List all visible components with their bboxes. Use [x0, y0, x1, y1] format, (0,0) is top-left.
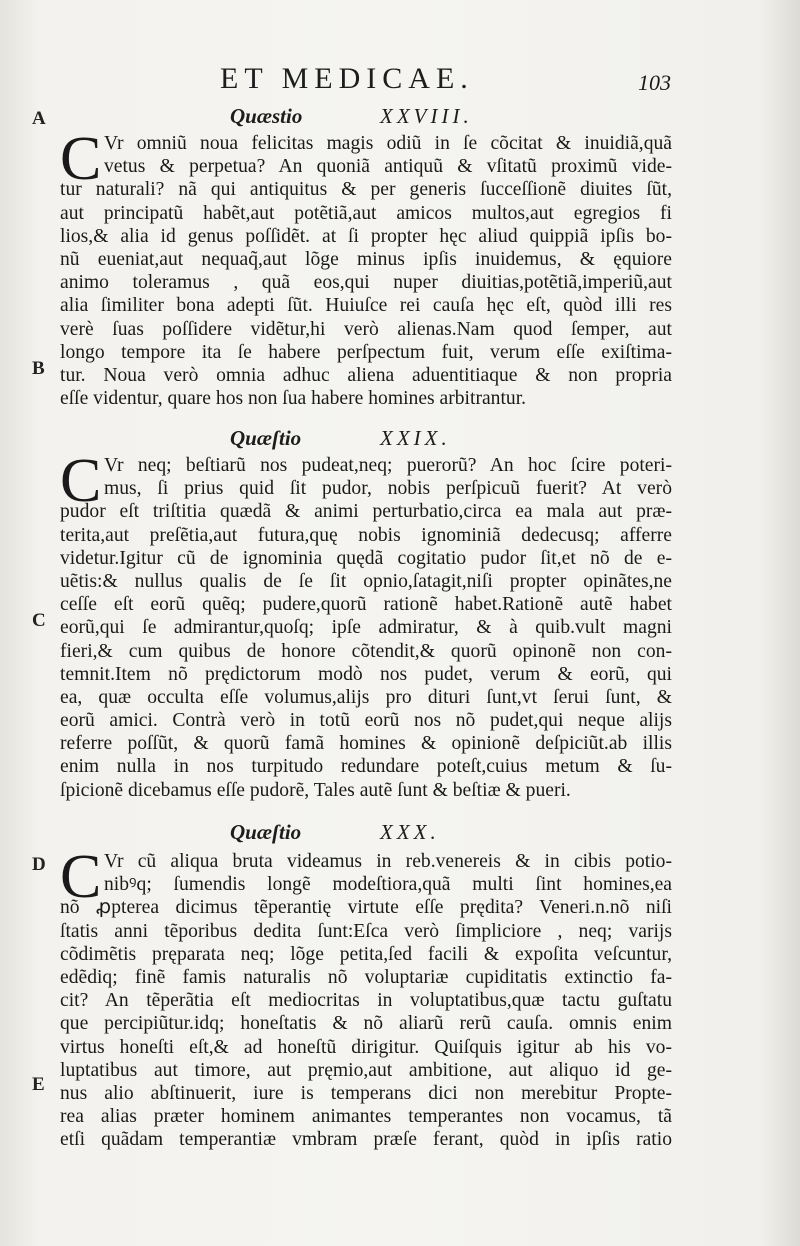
- text-line: longo tempore ita ſe habere perſpectum fuit, verum eſſe exiſtima-: [60, 341, 672, 363]
- running-title: ET MEDICAE.: [220, 62, 474, 95]
- section-heading-29: [60, 426, 760, 454]
- text-line: virtus honeſti eſt,& ad honeſtũ dirigitur. Quiſquis igitur ab his vo-: [60, 1036, 672, 1058]
- section-body-30: [60, 843, 672, 1151]
- heading-number: XXVIII.: [380, 104, 473, 128]
- text-line: Vr omniũ noua felicitas magis odiũ in ſe cõcitat & inuidiã,quã: [104, 133, 672, 154]
- heading-number: XXIX.: [380, 426, 451, 450]
- text-line: Vr neq; beſtiarũ nos pudeat,neq; puerorũ? An hoc ſcire poteri-: [104, 455, 672, 476]
- text-line: mus, ſi prius quid ſit pudor, nobis perſpicuũ fuerit? At verò: [104, 478, 672, 500]
- text-line: vetus & perpetua? An quoniã antiquũ & vſitatũ proximũ vide-: [104, 156, 672, 178]
- text-line: aut principatũ habẽt,aut potẽtiã,aut amicos multos,aut egregios fi: [60, 202, 672, 224]
- margin-letter-a: A: [32, 108, 46, 129]
- heading-number: XXX.: [380, 820, 440, 844]
- section-body-29: [60, 447, 672, 802]
- text-line: ceſſe eſt eorũ quẽq; pudere,quorũ rationẽ habet.Rationẽ autẽ habet: [60, 594, 672, 616]
- text-line: que percipiũtur.idq; honeſtatis & nõ aliarũ rerũ cauſa. omnis enim: [60, 1013, 672, 1035]
- text-line: fieri,& cum quibus de honore cõtendit,& quorũ opinonẽ non con-: [60, 640, 672, 662]
- text-line: eorũ amici. Contrà verò in totũ eorũ nos nõ pudet,qui neque alijs: [60, 710, 672, 732]
- text-line: uẽtis:& nullus qualis de ſe ſit opnio,ſatagit,niſi propter opinãtes,ne: [60, 570, 672, 592]
- text-line: enim nulla in nos turpitudo redundare poteſt,cuius metum & ſu-: [60, 756, 672, 778]
- section-heading-30: [60, 820, 760, 848]
- text-line: eorũ,qui ſe admirantur,quoſq; ipſe admiratur, & à quib.vult magni: [60, 617, 672, 639]
- text-line: cõdimẽtis pręparata neq; lõge petita,ſed facili & expoſita veſcuntur,: [60, 943, 672, 965]
- drop-cap: C: [60, 125, 102, 193]
- text-line: tur. Noua verò omnia adhuc aliena aduentitiaque & non propria: [60, 364, 672, 386]
- heading-label: Quæſtio: [230, 426, 302, 450]
- margin-letter-e: E: [32, 1074, 45, 1095]
- text-line: tur naturali? nã qui antiquitus & per generis ſucceſſionẽ diuites ſũt,: [60, 179, 672, 201]
- text-line: nõ ꝓpterea dicimus tẽperantię virtute eſſe prędita? Veneri.n.nõ niſi: [60, 897, 672, 919]
- text-line: nibꝰq; ſumendis longẽ modeſtiora,quã multi ſint homines,ea: [104, 874, 672, 896]
- text-line: eſſe videntur, quare hos non ſua habere homines arbitrantur.: [60, 388, 527, 410]
- section-body-28: [60, 125, 672, 410]
- text-line: edẽdiq; finẽ famis naturalis nõ voluptariæ cupiditatis extinctio fa-: [60, 966, 672, 988]
- text-line: temnit.Item nõ prędictorum modò nos pudet, verum & eorũ, qui: [60, 663, 672, 685]
- text-line: videtur.Igitur cũ de ignominia quędã cogitatio pudor ſit,et nõ de e-: [60, 547, 672, 569]
- text-line: verè ſuas poſſidere vidẽtur,hi verò alienas.Nam quod ſemper, aut: [60, 318, 672, 340]
- drop-cap: C: [60, 447, 102, 515]
- margin-letter-d: D: [32, 854, 46, 875]
- text-line: luptatibus aut timore, aut pręmio,aut ambitione, aut aliquo id ge-: [60, 1059, 672, 1081]
- heading-label: Quæſtio: [230, 820, 302, 844]
- page-number: 103: [638, 70, 671, 95]
- text-line: nũ eueniat,aut nequaq̃,aut lõge minus ipſis inuidemus, & ęquiore: [60, 248, 672, 270]
- text-line: cit? An tẽperãtia eſt mediocritas in voluptatibus,quæ tactu guſtatu: [60, 990, 672, 1012]
- page-header: [0, 60, 800, 100]
- drop-cap: C: [60, 843, 102, 911]
- text-line: ſpicionẽ dicebamus eſſe pudorẽ, Tales autẽ ſunt & beſtiæ & pueri.: [60, 779, 571, 801]
- heading-label: Quæstio: [230, 104, 303, 128]
- margin-letter-c: C: [32, 610, 46, 631]
- text-line: alia ſimiliter bona adepti ſũt. Huiuſce rei cauſa hęc eſt, quòd illi res: [60, 295, 672, 317]
- text-line: referre poſſũt, & quorũ famã homines & opinionẽ deſpiciũt.ab illis: [60, 733, 672, 755]
- text-line: etſi quãdam temperantiæ vmbram præſe ferant, quòd in ipſis ratio: [60, 1129, 672, 1151]
- section-heading-28: [60, 104, 760, 132]
- margin-letter-b: B: [32, 358, 45, 379]
- text-line: rea alias præter hominem animantes temperantes non vocamus, tã: [60, 1106, 672, 1128]
- text-line: Vr cũ aliqua bruta videamus in reb.venereis & in cibis potio-: [104, 851, 672, 872]
- text-line: nus alio abſtinuerit, iure is temperans dici non merebitur Propte-: [60, 1082, 672, 1104]
- text-line: ſtatis anni tẽporibus dedita ſunt:Eſca verò ſimpliciore , neq; varijs: [60, 920, 672, 942]
- text-line: lios,& alia id genus poſſidẽt. at ſi propter hęc aliud quippiã ipſis bo-: [60, 225, 672, 247]
- text-line: pudor eſt triſtitia quædã & animi perturbatio,circa ea mala aut præ-: [60, 501, 672, 523]
- text-line: terita,aut preſẽtia,aut futura,quę nobis ignominiã dedecusq; afferre: [60, 524, 672, 546]
- text-line: ea, quæ occulta eſſe volumus,alijs pro dituri ſunt,vt ſerui ſunt, &: [60, 686, 672, 708]
- text-line: animo toleramus , quã eos,qui nuper diuitias,potẽtiã,imperiũ,aut: [60, 272, 672, 294]
